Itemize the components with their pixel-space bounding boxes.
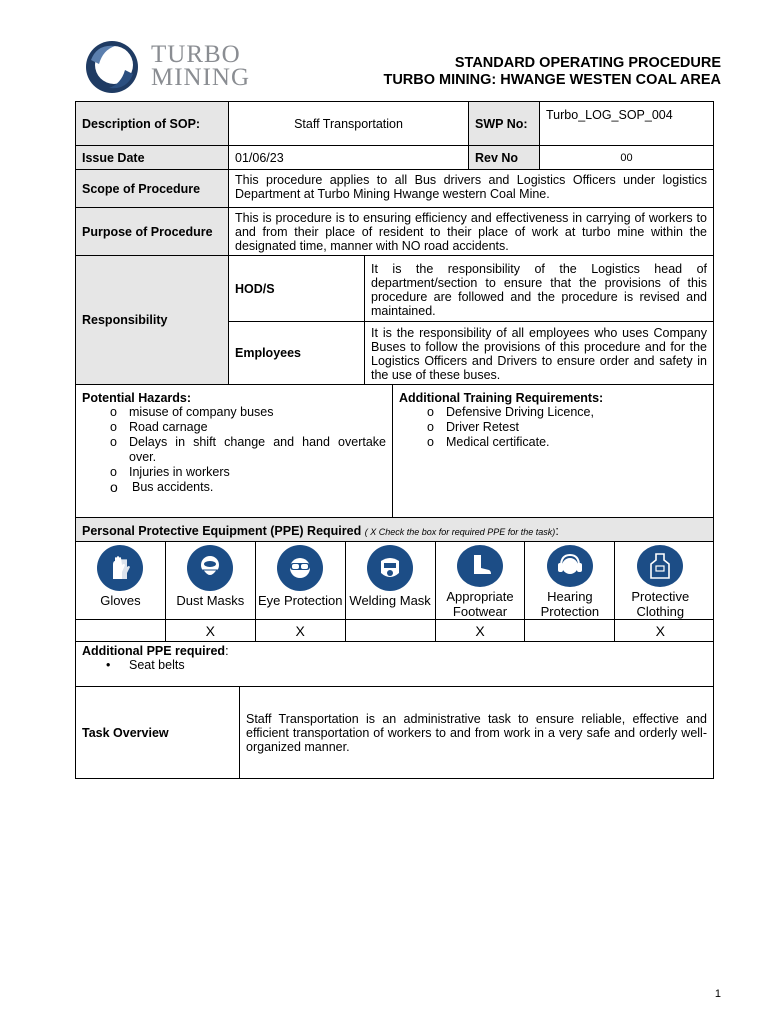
- responsibility-row: [76, 256, 713, 385]
- ppe-label: Hearing Protection: [540, 589, 600, 619]
- apron-icon: [637, 545, 683, 587]
- ppe-label: Appropriate Footwear: [446, 589, 514, 619]
- ppe-checkbox-dust-masks[interactable]: X: [166, 620, 256, 641]
- training-title: Additional Training Requirements:: [399, 391, 604, 405]
- ppe-checkbox-hearing-protection[interactable]: [525, 620, 615, 641]
- ppe-checkbox-welding-mask[interactable]: [346, 620, 436, 641]
- logo-text-turbo: TURBO: [151, 41, 241, 68]
- additional-ppe-label: Additional PPE required: [82, 644, 226, 658]
- training-item: [399, 405, 707, 420]
- hazard-item: [82, 420, 386, 435]
- hazards-section: [76, 385, 393, 517]
- turbo-mining-logo: [83, 38, 283, 96]
- hazard-text: Bus accidents.: [132, 480, 214, 494]
- additional-ppe-item: [82, 658, 229, 672]
- ppe-heading-note: ( X Check the box for required PPE for the task): [364, 527, 556, 537]
- bullet-icon: •: [106, 658, 111, 672]
- ppe-checkbox-footwear[interactable]: X: [436, 620, 526, 641]
- hazard-item: [82, 465, 386, 480]
- ppe-protective-clothing: [615, 542, 705, 619]
- hazard-item: [82, 405, 386, 420]
- additional-ppe-colon: :: [225, 644, 229, 658]
- hazard-item: [82, 435, 386, 465]
- swp-value: Turbo_LOG_SOP_004: [546, 108, 673, 122]
- hazard-text: Delays in shift change and hand overtake over.: [129, 435, 386, 464]
- training-text: Defensive Driving Licence,: [446, 405, 594, 419]
- task-overview-row: [76, 687, 713, 778]
- ppe-header-row: [76, 518, 713, 542]
- purpose-value: This is procedure is to ensuring efficiency and effectiveness in carrying of workers to and from their place of resident to their place of work at turbo mine within the designated time, manner with NO road accidents.: [235, 211, 707, 253]
- description-value: Staff Transportation: [229, 102, 469, 145]
- ppe-heading: [76, 518, 565, 541]
- additional-ppe-row: [76, 642, 713, 687]
- purpose-row: [76, 208, 713, 256]
- employees-row: [229, 321, 713, 384]
- rev-value: 00: [620, 151, 633, 164]
- issue-row: [76, 146, 713, 170]
- logo-swirl-icon: [83, 38, 143, 96]
- hazards-training-row: [76, 385, 713, 518]
- bullet-icon: o: [427, 420, 434, 434]
- eye-protection-icon: [277, 545, 323, 591]
- responsibility-details: [229, 256, 713, 384]
- ppe-dust-masks: [166, 542, 256, 619]
- ppe-hearing-protection: [525, 542, 615, 619]
- scope-row: [76, 170, 713, 208]
- bullet-icon: o: [110, 435, 117, 449]
- scope-label: Scope of Procedure: [76, 170, 229, 207]
- responsibility-label: Responsibility: [76, 256, 229, 384]
- dust-mask-icon: [187, 545, 233, 591]
- task-overview-value: Staff Transportation is an administrative task to ensure reliable, effective and efficient transportation of workers to and from work in a very safe and orderly well-organized manner.: [246, 711, 707, 754]
- ppe-welding-mask: [346, 542, 436, 619]
- hazards-list: [82, 405, 386, 495]
- hazard-item: [82, 480, 386, 495]
- logo-text-mining: MINING: [151, 64, 251, 91]
- bullet-icon: o: [427, 435, 434, 449]
- description-row: [76, 102, 713, 146]
- training-list: [399, 405, 707, 450]
- purpose-label: Purpose of Procedure: [76, 208, 229, 255]
- ppe-checkbox-protective-clothing[interactable]: X: [655, 623, 665, 639]
- issue-date-label: Issue Date: [76, 146, 229, 169]
- ppe-footwear: [436, 542, 526, 619]
- additional-ppe-section: [76, 642, 235, 686]
- hazard-text: Road carnage: [129, 420, 208, 434]
- ppe-gloves: [76, 542, 166, 619]
- hazard-text: Injuries in workers: [129, 465, 230, 479]
- task-overview-label: Task Overview: [76, 687, 240, 778]
- additional-ppe-heading: [82, 644, 229, 658]
- employees-value: It is the responsibility of all employees who uses Company Buses to follow the provisions of this procedure and for the Logistics Officers and Drivers to ensure order and safety in the use of these buses.: [371, 326, 707, 382]
- ppe-label: Protective Clothing: [631, 589, 690, 619]
- training-section: [393, 385, 713, 517]
- hod-label: HOD/S: [229, 256, 365, 321]
- training-item: [399, 420, 707, 435]
- ppe-eye-protection: [256, 542, 346, 619]
- ppe-marks-row: [76, 620, 713, 642]
- ppe-heading-text: Personal Protective Equipment (PPE) Required: [82, 524, 362, 538]
- ppe-label: Eye Protection: [257, 593, 343, 608]
- additional-ppe-text: Seat belts: [129, 658, 185, 672]
- bullet-icon: o: [427, 405, 434, 419]
- training-text: Medical certificate.: [446, 435, 550, 449]
- document-title: [383, 55, 721, 89]
- ppe-checkbox-eye-protection[interactable]: X: [256, 620, 346, 641]
- title-line-2: TURBO MINING: HWANGE WESTEN COAL AREA: [383, 72, 721, 88]
- training-item: [399, 435, 707, 450]
- ppe-checkbox-gloves[interactable]: [76, 620, 166, 641]
- bullet-icon: o: [110, 479, 118, 495]
- title-line-1: STANDARD OPERATING PROCEDURE: [454, 55, 721, 71]
- ppe-icons-row: [76, 542, 713, 620]
- description-label: Description of SOP:: [76, 102, 229, 145]
- hod-row: [229, 256, 713, 321]
- scope-value: This procedure applies to all Bus drivers and Logistics Officers under logistics Department at Turbo Mining Hwange western Coal Mine.: [235, 173, 707, 201]
- issue-date-value: 01/06/23: [229, 146, 469, 169]
- bullet-icon: o: [110, 405, 117, 419]
- employees-label: Employees: [229, 322, 365, 384]
- ear-protection-icon: [547, 545, 593, 587]
- sop-table: [75, 101, 714, 779]
- bullet-icon: o: [110, 420, 117, 434]
- training-text: Driver Retest: [446, 420, 519, 434]
- ppe-label: Dust Masks: [176, 593, 245, 608]
- rev-label: Rev No: [469, 146, 540, 169]
- hazard-text: misuse of company buses: [129, 405, 274, 419]
- ppe-label: Welding Mask: [349, 593, 431, 608]
- page-number: 1: [714, 988, 721, 1000]
- ppe-label: Gloves: [100, 593, 141, 608]
- gloves-icon: [97, 545, 143, 591]
- bullet-icon: o: [110, 465, 117, 479]
- hazards-title: Potential Hazards:: [82, 391, 192, 405]
- welding-mask-icon: [367, 545, 413, 591]
- swp-label: SWP No:: [469, 102, 540, 145]
- ppe-heading-colon: :: [555, 524, 559, 538]
- hod-value: It is the responsibility of the Logistics head of department/section to ensure that the provisions of this procedure are followed and the procedure is revised and maintained.: [371, 262, 707, 318]
- boot-icon: [457, 545, 503, 587]
